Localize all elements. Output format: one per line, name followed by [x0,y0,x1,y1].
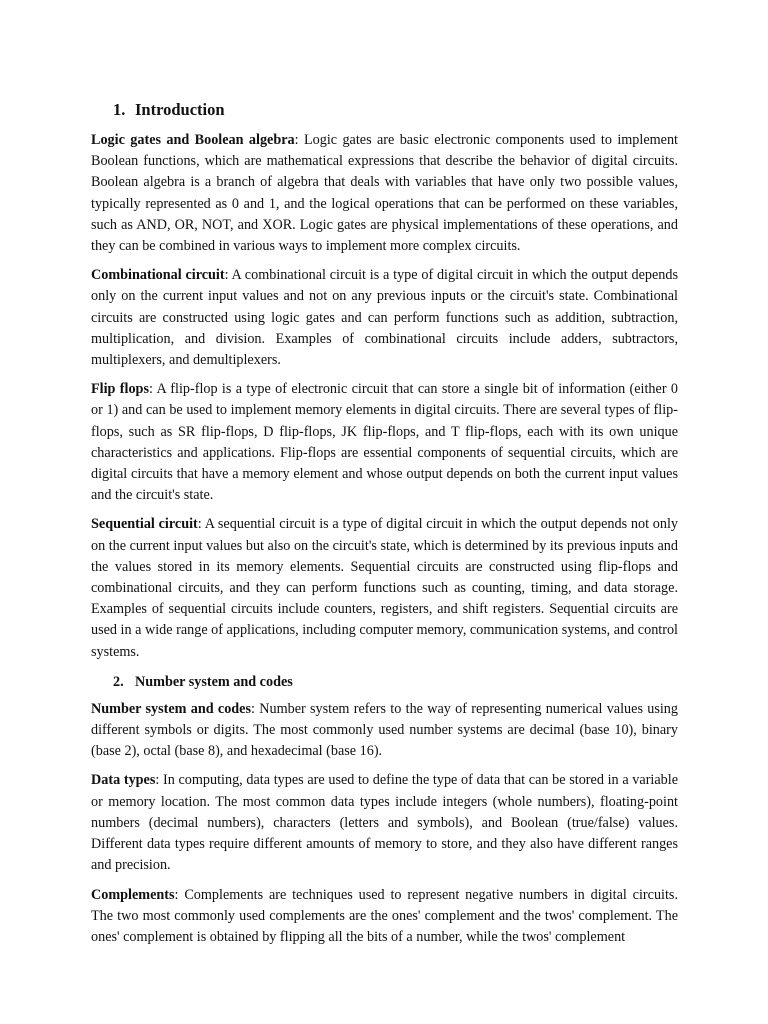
section-number: 2. [113,673,124,690]
paragraph-text: : Logic gates are basic electronic components used to implement Boolean functions, which are mathematical expressions that describe the behavior of digital circuits. Boolean algebra is a branch of algebra that deals with variables that have only two possible values, typically represented as 0 and 1, and the logical operations that can be performed on these variables, such as AND, OR, NOT, and XOR. Logic gates are physical implementations of these operations, and they can be combined in various ways to implement more complex circuits. [91,132,678,255]
section-title: Introduction [135,100,225,119]
paragraph-text: : A sequential circuit is a type of digital circuit in which the output depends not only on the current input values but also on the circuit's state, which is determined by its previous inputs and the values stored in its memory elements. Sequential circuits are constructed using flip-flops and combinational circuits, and they can perform functions such as counting, timing, and data storage. Examples of sequential circuits include counters, registers, and shift registers. Sequential circuits are used in a wide range of applications, including computer memory, communication systems, and control systems. [91,516,678,660]
paragraph-term: Number system and codes [91,700,252,717]
paragraph-term: Flip flops [91,381,149,398]
section-number: 1. [113,100,126,119]
paragraph-combinational-circuit [91,265,678,371]
section-heading-number-system [91,671,678,693]
paragraph-term: Data types [91,772,156,789]
paragraph-flip-flops [91,379,678,506]
section-heading-introduction [91,98,678,122]
paragraph-complements [91,885,678,949]
paragraph-term: Combinational circuit [91,267,225,284]
paragraph-sequential-circuit [91,514,678,662]
paragraph-data-types [91,770,678,876]
paragraph-text: : A flip-flop is a type of electronic circuit that can store a single bit of information (either 0 or 1) and can be used to implement memory elements in digital circuits. There are several types of flip-flops, such as SR flip-flops, D flip-flops, JK flip-flops, and T flip-flops, each with its own unique characteristics and applications. Flip-flops are essential components of sequential circuits, which are digital circuits that have a memory element and whose output depends on both the current input values and the circuit's state. [91,381,678,504]
paragraph-logic-gates [91,130,678,257]
paragraph-text: : A combinational circuit is a type of digital circuit in which the output depends only on the current input values and not on any previous inputs or the circuit's state. Combinational circuits are constructed using logic gates and can perform functions such as addition, subtraction, multiplication, and division. Examples of combinational circuits include adders, subtractors, multiplexers, and demultiplexers. [91,267,678,369]
document-page [91,98,678,956]
paragraph-term: Sequential circuit [91,516,198,533]
section-title: Number system and codes [135,673,293,690]
paragraph-number-system [91,699,678,763]
paragraph-text: : Number system refers to the way of representing numerical values using different symbols or digits. The most commonly used number systems are decimal (base 10), binary (base 2), octal (base 8), and hexadecimal (base 16). [91,700,678,760]
paragraph-text: : Complements are techniques used to represent negative numbers in digital circuits. The two most commonly used complements are the ones' complement and the twos' complement. The ones' complement is obtained by flipping all the bits of a number, while the twos' complement [91,886,678,945]
paragraph-term: Complements [91,886,175,903]
paragraph-term: Logic gates and Boolean algebra [91,132,295,148]
paragraph-text: : In computing, data types are used to define the type of data that can be stored in a variable or memory location. The most common data types include integers (whole numbers), floating-point numbers (decimal numbers), characters (letters and symbols), and Boolean (true/false) values. Different data types require different amounts of memory to store, and they also have different ranges and precision. [91,772,678,874]
